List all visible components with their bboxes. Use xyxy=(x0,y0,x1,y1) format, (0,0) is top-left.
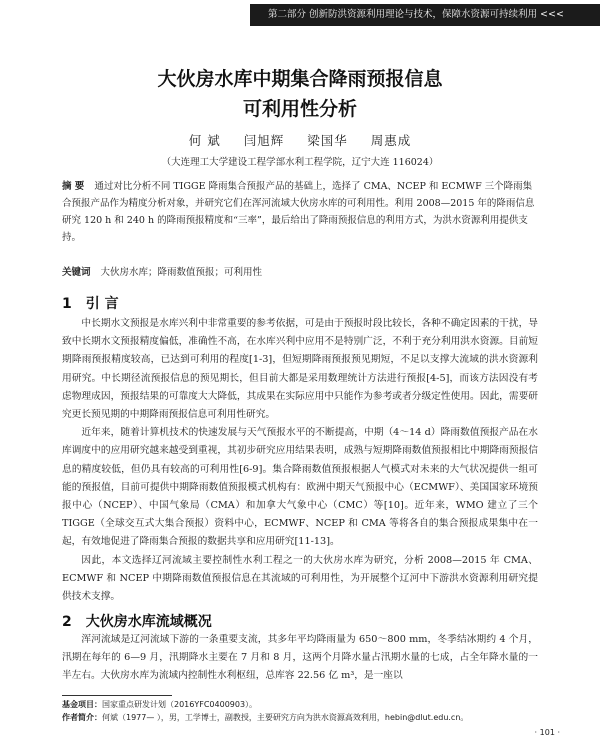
author-2: 闫旭辉 xyxy=(243,133,285,148)
section-1-paragraph-3: 因此，本文选择辽河流域主要控制性水利工程之一的大伙房水库为研究，分析 2008—2015 年 CMA、ECMWF 和 NCEP 中期降雨数值预报信息在其流域的可利用性，为开展整个辽河中下游洪水资源利用研究提供技术支撑。 xyxy=(62,554,538,603)
abstract-text: 通过对比分析不同 TIGGE 降雨集合预报产品的基础上，选择了 CMA、NCEP 和 ECMWF 三个降雨集合预报产品作为精度分析对象，并研究它们在浑河流域大伙房水库的可利用性。利用 2008—2015 年的降雨信息研究 120 h 和 240 h 的降雨预报精度和“三率”，最后给出了降雨预报信息的利用方式，为洪水资源利用提供支持。 xyxy=(62,181,535,243)
paper-title-line2: 可利用性分析 xyxy=(242,98,357,120)
author-bio-text: 何斌（1977— ），男，工学博士，副教授，主要研究方向为洪水资源高效利用，hebin@dlut.edu.cn。 xyxy=(102,713,469,722)
section-2-paragraph-1: 浑河流域是辽河流域下游的一条重要支流，其多年平均降雨量为 650～800 mm，冬季结冰期约 4 个月，汛期在每年的 6—9 月，汛期降水主要在 7 月和 8 月，这两个月降水量占汛期水量的七成，占全年降水量的一半左右。大伙房水库为流域内控制性水利枢纽，总库容 22.56 亿 m³，是一座以 xyxy=(62,634,538,682)
footnote-fund xyxy=(62,698,538,711)
author-4: 周惠成 xyxy=(370,133,412,148)
abstract-label: 摘 要 xyxy=(62,181,85,192)
section-1-heading xyxy=(62,293,119,313)
author-bio-label: 作者简介： xyxy=(62,713,102,722)
section-1-number: 1 xyxy=(62,296,72,312)
running-header: 第二部分 创新防洪资源利用理论与技术，保障水资源可持续利用 <<< xyxy=(250,4,600,26)
fund-text: 国家重点研发计划（2016YFC0400903）。 xyxy=(102,700,258,709)
section-1-body xyxy=(62,315,538,606)
keywords xyxy=(62,264,538,281)
abstract xyxy=(62,178,538,246)
footnote-author xyxy=(62,711,538,724)
section-2-heading xyxy=(62,611,212,631)
section-1-paragraph-1: 中长期水文预报是水库兴利中非常重要的参考依据，可是由于预报时段比较长，各种不确定因素的干扰，导致中长期水文预报精度偏低，准确性不高，在水库兴利中应用不是特别广泛，不利于充分利用洪水资源。目前短期降雨预报精度较高，已达到可利用的程度[1-3]，但短期降雨预报预见期短，不足以支撑大流域的洪水资源利用研究。中长期径流预报信息的预见期长，但目前大都是采用数理统计方法进行预报[4-5]，而该方法因没有考虑物理成因，预报结果的可靠度大大降低，其成果在实际应用中只能作为参考或者分级定性使用。因此，需要研究更长预见期的中期降雨预报信息可利用性研究。 xyxy=(62,318,538,421)
paper-title-line1: 大伙房水库中期集合降雨预报信息 xyxy=(157,68,443,90)
affiliation: （大连理工大学建设工程学部水利工程学院，辽宁大连 116024） xyxy=(161,157,439,168)
author-1: 何 斌 xyxy=(188,133,221,148)
section-1-title: 引 言 xyxy=(85,296,119,312)
page-number: · 101 · xyxy=(534,728,560,737)
author-list xyxy=(0,131,600,149)
keywords-label: 关键词 xyxy=(62,267,91,278)
fund-label: 基金项目： xyxy=(62,700,102,709)
section-2-title: 大伙房水库流域概况 xyxy=(85,614,212,630)
section-2-number: 2 xyxy=(62,614,72,630)
footnote-rule xyxy=(62,695,172,696)
author-3: 梁国华 xyxy=(307,133,348,148)
keywords-text: 大伙房水库；降雨数值预报；可利用性 xyxy=(100,267,263,278)
section-2-body xyxy=(62,631,538,686)
section-1-paragraph-2: 近年来，随着计算机技术的快速发展与天气预报水平的不断提高，中期（4～14 d）降雨数值预报产品在水库调度中的应用研究越来越受到重视，其初步研究应用结果表明，成熟与短期降雨数值预报相比中期降雨预报信息的精度较低，但仍具有较高的可利用性[6-9]。集合降雨数值预报根据人气模式对未来的大气状况提供一组可能的预报值，目前可提供中期降雨数值预报模式机构有：欧洲中期天气预报中心（ECMWF）、美国国家环境预报中心（NCEP）、中国气象局（CMA）和加拿大气象中心（CMC）等[10]。近年来，WMO 建立了三个 TIGGE（全球交互式大集合预报）资料中心，ECMWF、NCEP 和 CMA 等将各自的集合预报成果集中在一起，有效地促进了降雨集合预报的数据共享和应用研究[11-13]。 xyxy=(62,427,538,548)
